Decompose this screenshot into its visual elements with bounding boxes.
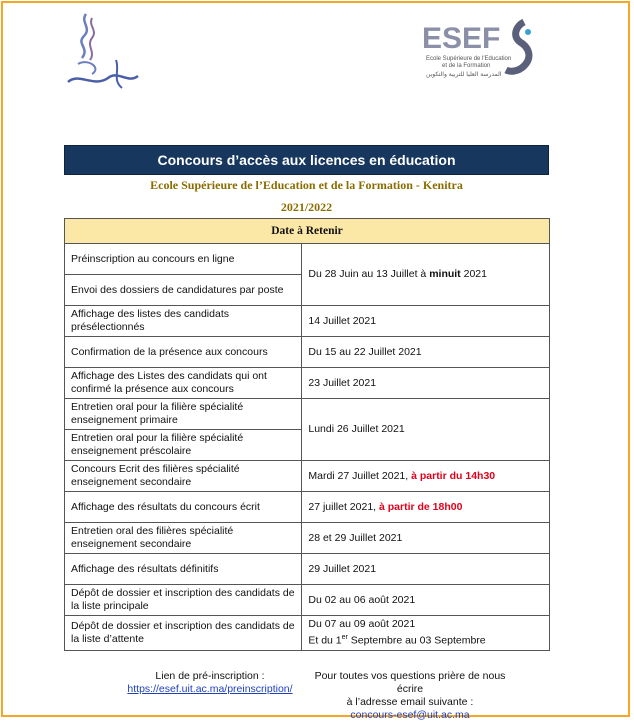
date-cell: [302, 616, 550, 651]
preinscription-link[interactable]: https://esef.uit.ac.ma/preinscription/: [127, 683, 293, 695]
date-cell: [302, 492, 550, 523]
date-text: Mardi 27 Juillet 2021,: [308, 469, 412, 482]
date-cell: Du 15 au 22 Juillet 2021: [302, 337, 550, 368]
event-cell: Entretien oral pour la filière spécialité enseignement préscolaire: [65, 430, 302, 461]
event-cell: Dépôt de dossier et inscription des candidats de la liste d’attente: [65, 616, 302, 651]
university-logo: [58, 8, 158, 98]
date-cell: [302, 461, 550, 492]
date-cell: 28 et 29 Juillet 2021: [302, 523, 550, 554]
table-row: [65, 368, 550, 399]
date-highlight: à partir de 18h00: [379, 500, 463, 513]
date-cell: 23 Juillet 2021: [302, 368, 550, 399]
contact-block: [300, 670, 520, 722]
page-title: Concours d’accès aux licences en éducation: [64, 145, 549, 175]
event-cell: Affichage des résultats définitifs: [65, 554, 302, 585]
school-name: Ecole Supérieure de l’Education et de la Formation - Kenitra: [150, 178, 463, 192]
table-row: [65, 585, 550, 616]
preinscription-label: Lien de pré-inscription :: [155, 670, 265, 682]
date-cell: Lundi 26 Juillet 2021: [302, 399, 550, 461]
preinscription-block: [95, 670, 325, 696]
date-text-2: Et du 1: [308, 634, 342, 647]
table-row: [65, 399, 550, 430]
event-cell: Dépôt de dossier et inscription des candidats de la liste principale: [65, 585, 302, 616]
contact-email-link[interactable]: concours-esef@uit.ac.ma: [350, 709, 470, 721]
contact-line-1: Pour toutes vos questions prière de nous écrire: [314, 670, 506, 695]
date-text-3: Septembre au 03 Septembre: [347, 634, 486, 647]
table-row: [65, 523, 550, 554]
table-row: [65, 244, 550, 275]
date-text: 27 juillet 2021,: [308, 500, 379, 513]
esef-logo: [420, 18, 550, 82]
date-text-end: 2021: [460, 268, 487, 280]
date-highlight: à partir du 14h30: [411, 469, 496, 482]
date-sup: er: [341, 634, 348, 641]
event-cell: Affichage des Listes des candidats qui ont confirmé la présence aux concours: [65, 368, 302, 399]
svg-text:Ecole Supérieure de l'Educatio: Ecole Supérieure de l'Education: [426, 56, 512, 62]
table-header: Date à Retenir: [65, 219, 550, 244]
table-row: [65, 616, 550, 651]
date-cell: 14 Juillet 2021: [302, 306, 550, 337]
schedule-table: [64, 218, 550, 651]
date-bold-text: minuit: [429, 268, 461, 280]
university-logo-icon: [58, 8, 158, 98]
table-row: [65, 492, 550, 523]
svg-text:et de la Formation: et de la Formation: [442, 63, 491, 69]
date-cell: [302, 244, 550, 306]
date-cell: Du 02 au 06 août 2021: [302, 585, 550, 616]
esef-brand-text: ESEF: [422, 22, 501, 55]
event-cell: Confirmation de la présence aux concours: [65, 337, 302, 368]
event-cell: Entretien oral des filières spécialité enseignement secondaire: [65, 523, 302, 554]
event-cell: Préinscription au concours en ligne: [65, 244, 302, 275]
event-cell: Affichage des résultats du concours écrit: [65, 492, 302, 523]
table-row: [65, 306, 550, 337]
academic-year: 2021/2022: [280, 200, 333, 214]
svg-text:المدرسة العليا للتربية والتكوي: المدرسة العليا للتربية والتكوين: [426, 71, 502, 78]
event-cell: Concours Ecrit des filières spécialité enseignement secondaire: [65, 461, 302, 492]
date-text: Du 28 Juin au 13 Juillet à: [308, 268, 430, 280]
esef-logo-icon: [420, 18, 550, 82]
event-cell: Affichage des listes des candidats présélectionnés: [65, 306, 302, 337]
table-row: [65, 461, 550, 492]
table-row: [65, 554, 550, 585]
event-cell: Envoi des dossiers de candidatures par poste: [65, 275, 302, 306]
event-cell: Entretien oral pour la filière spécialité enseignement primaire: [65, 399, 302, 430]
contact-line-2: à l’adresse email suivante :: [346, 696, 474, 708]
table-row: [65, 337, 550, 368]
date-text: Du 07 au 09 août 2021: [308, 618, 416, 630]
date-cell: 29 Juillet 2021: [302, 554, 550, 585]
